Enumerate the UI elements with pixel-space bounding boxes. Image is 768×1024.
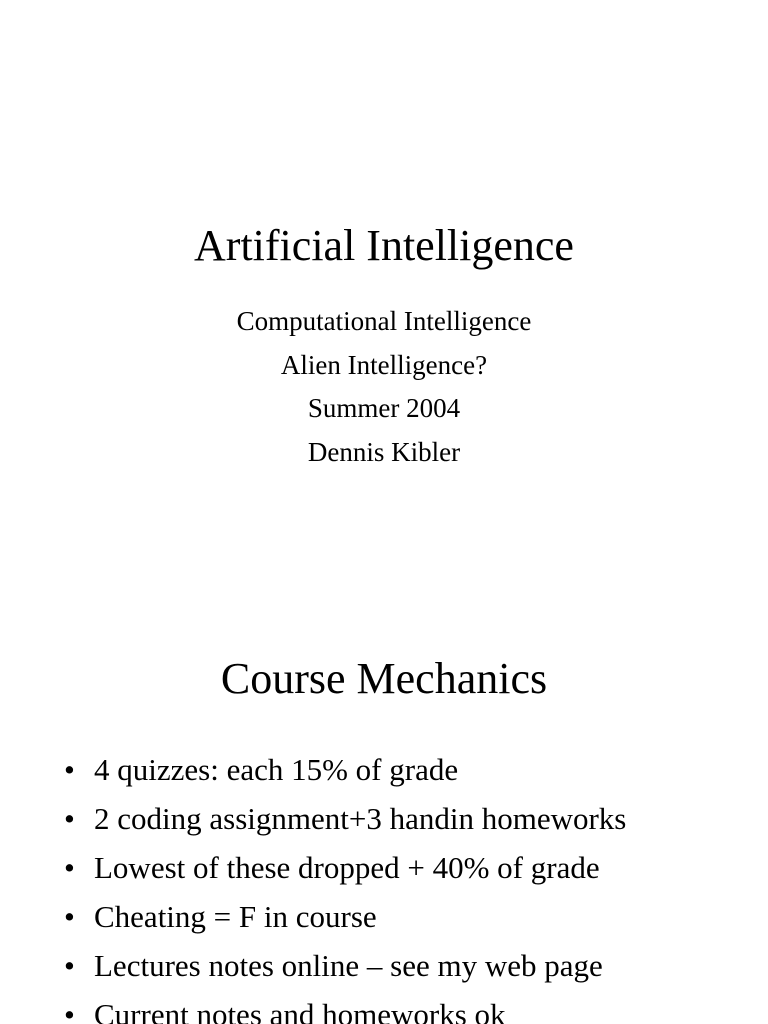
bullet-item — [60, 843, 626, 892]
bullet-icon: • — [64, 850, 75, 885]
bullet-icon: • — [64, 997, 75, 1024]
bullet-list — [60, 745, 626, 1024]
bullet-item — [60, 892, 626, 941]
subtitle-line: Summer 2004 — [307, 393, 461, 423]
bullet-text: Lowest of these dropped + 40% of grade — [94, 850, 600, 885]
bullet-item — [60, 794, 626, 843]
subtitle-block — [0, 300, 768, 474]
bullet-text: 2 coding assignment+3 handin homeworks — [94, 801, 627, 836]
bullet-icon: • — [64, 801, 75, 836]
bullet-text: Current notes and homeworks ok — [94, 997, 506, 1024]
bullet-text: 4 quizzes: each 15% of grade — [94, 752, 459, 787]
bullet-icon: • — [64, 752, 75, 787]
subtitle-line: Computational Intelligence — [236, 306, 532, 336]
course-mechanics-slide — [0, 512, 768, 1024]
bullet-icon: • — [64, 899, 75, 934]
author-name: Dennis Kibler — [307, 436, 461, 467]
slide-title: Course Mechanics — [220, 654, 548, 703]
bullet-text: Cheating = F in course — [94, 899, 377, 934]
subtitle-line: Alien Intelligence? — [280, 349, 488, 380]
bullet-icon: • — [64, 948, 75, 983]
slide-title: Artificial Intelligence — [194, 221, 574, 270]
bullet-item — [60, 990, 626, 1024]
bullet-text: Lectures notes online – see my web page — [94, 948, 603, 983]
bullet-item — [60, 745, 626, 794]
bullet-item — [60, 941, 626, 990]
